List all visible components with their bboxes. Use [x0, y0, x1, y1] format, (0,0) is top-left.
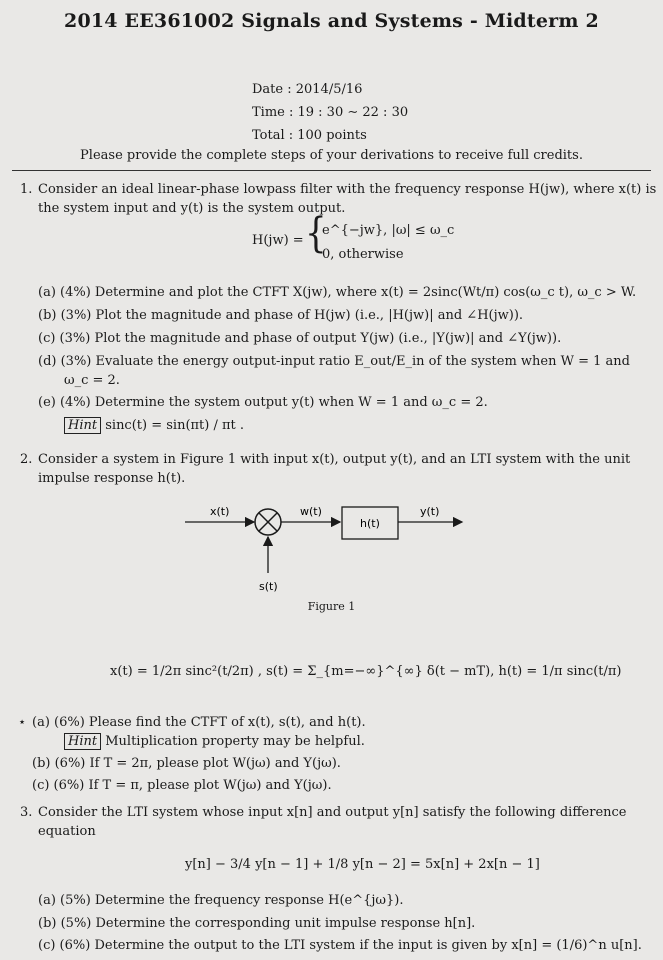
label-w: w(t) — [300, 505, 322, 518]
q1-part-d-line1: (d) (3%) Evaluate the energy output-input ratio E_out/E_in of the system when W = 1 and — [38, 354, 630, 369]
q2-part-a: (a) (6%) Please find the CTFT of x(t), s(t), and h(t). — [32, 715, 366, 730]
header-divider — [12, 170, 651, 171]
q2-intro-line2: impulse response h(t). — [38, 471, 186, 486]
q2-part-b: (b) (6%) If T = 2π, please plot W(jω) and Y(jω). — [32, 756, 341, 771]
q1-equation-case2: 0, otherwise — [322, 247, 404, 262]
q1-hint-text: sinc(t) = sin(πt) / πt . — [105, 418, 245, 433]
block-diagram — [0, 490, 663, 600]
q3-part-b: (b) (5%) Determine the corresponding unit impulse response h[n]. — [38, 916, 476, 931]
exam-time: Time : 19 : 30 ∼ 22 : 30 — [252, 105, 409, 120]
q1-intro-line1: Consider an ideal linear-phase lowpass filter with the frequency response H(jw), where x(t) is — [38, 182, 657, 197]
exam-meta — [252, 78, 408, 147]
exam-title: 2014 EE361002 Signals and Systems - Midterm 2 — [64, 10, 599, 32]
label-x: x(t) — [210, 505, 230, 518]
q2-hint-text: Multiplication property may be helpful. — [105, 734, 365, 749]
q2-part-c: (c) (6%) If T = π, please plot W(jω) and Y(jω). — [32, 778, 332, 793]
q1-part-d-line2: ω_c = 2. — [64, 373, 120, 388]
q2-intro-line1: Consider a system in Figure 1 with input x(t), output y(t), and an LTI system with the unit — [38, 452, 631, 467]
exam-date: Date : 2014/5/16 — [252, 82, 363, 97]
q2-number: 2. — [20, 452, 33, 467]
q1-hint-label: Hint — [64, 417, 101, 434]
q3-part-c: (c) (6%) Determine the output to the LTI system if the input is given by x[n] = (1/6)^n u[n]. — [38, 938, 642, 953]
q1-part-e: (e) (4%) Determine the system output y(t) when W = 1 and ω_c = 2. — [38, 395, 488, 410]
label-s: s(t) — [259, 580, 278, 593]
exam-total: Total : 100 points — [252, 128, 367, 143]
q2-star-mark: ⋆ — [18, 715, 27, 730]
q1-equation-case1: e^{−jw}, |ω| ≤ ω_c — [322, 223, 455, 238]
q1-intro-line2: the system input and y(t) is the system output. — [38, 201, 346, 216]
label-y: y(t) — [420, 505, 440, 518]
q1-part-c: (c) (3%) Plot the magnitude and phase of output Y(jw) (i.e., |Y(jw)| and ∠Y(jw)). — [38, 331, 562, 346]
q2-hint — [64, 732, 365, 751]
q1-part-a: (a) (4%) Determine and plot the CTFT X(jw), where x(t) = 2sinc(Wt/π) cos(ω_c t), ω_c > W. — [38, 285, 637, 300]
q3-difference-equation: y[n] − 3/4 y[n − 1] + 1/8 y[n − 2] = 5x[n] + 2x[n − 1] — [185, 857, 540, 872]
q3-part-a: (a) (5%) Determine the frequency response H(e^{jω}). — [38, 893, 404, 908]
q3-intro-line2: equation — [38, 824, 96, 839]
q1-part-b: (b) (3%) Plot the magnitude and phase of H(jw) (i.e., |H(jw)| and ∠H(jw)). — [38, 308, 524, 323]
q1-equation-lhs: H(jw) = — [252, 233, 304, 248]
q2-hint-label: Hint — [64, 733, 101, 750]
q3-number: 3. — [20, 805, 33, 820]
figure-caption: Figure 1 — [307, 600, 356, 613]
q1-equation-brace: { — [305, 210, 327, 258]
q1-number: 1. — [20, 182, 33, 197]
q3-intro-line1: Consider the LTI system whose input x[n] and output y[n] satisfy the following difference — [38, 805, 627, 820]
exam-notice: Please provide the complete steps of your derivations to receive full credits. — [80, 148, 583, 163]
q1-hint — [64, 416, 244, 435]
label-h: h(t) — [360, 517, 380, 530]
q2-equations: x(t) = 1/2π sinc²(t/2π) , s(t) = Σ_{m=−∞}^{∞} δ(t − mT), h(t) = 1/π sinc(t/π) — [110, 664, 622, 679]
